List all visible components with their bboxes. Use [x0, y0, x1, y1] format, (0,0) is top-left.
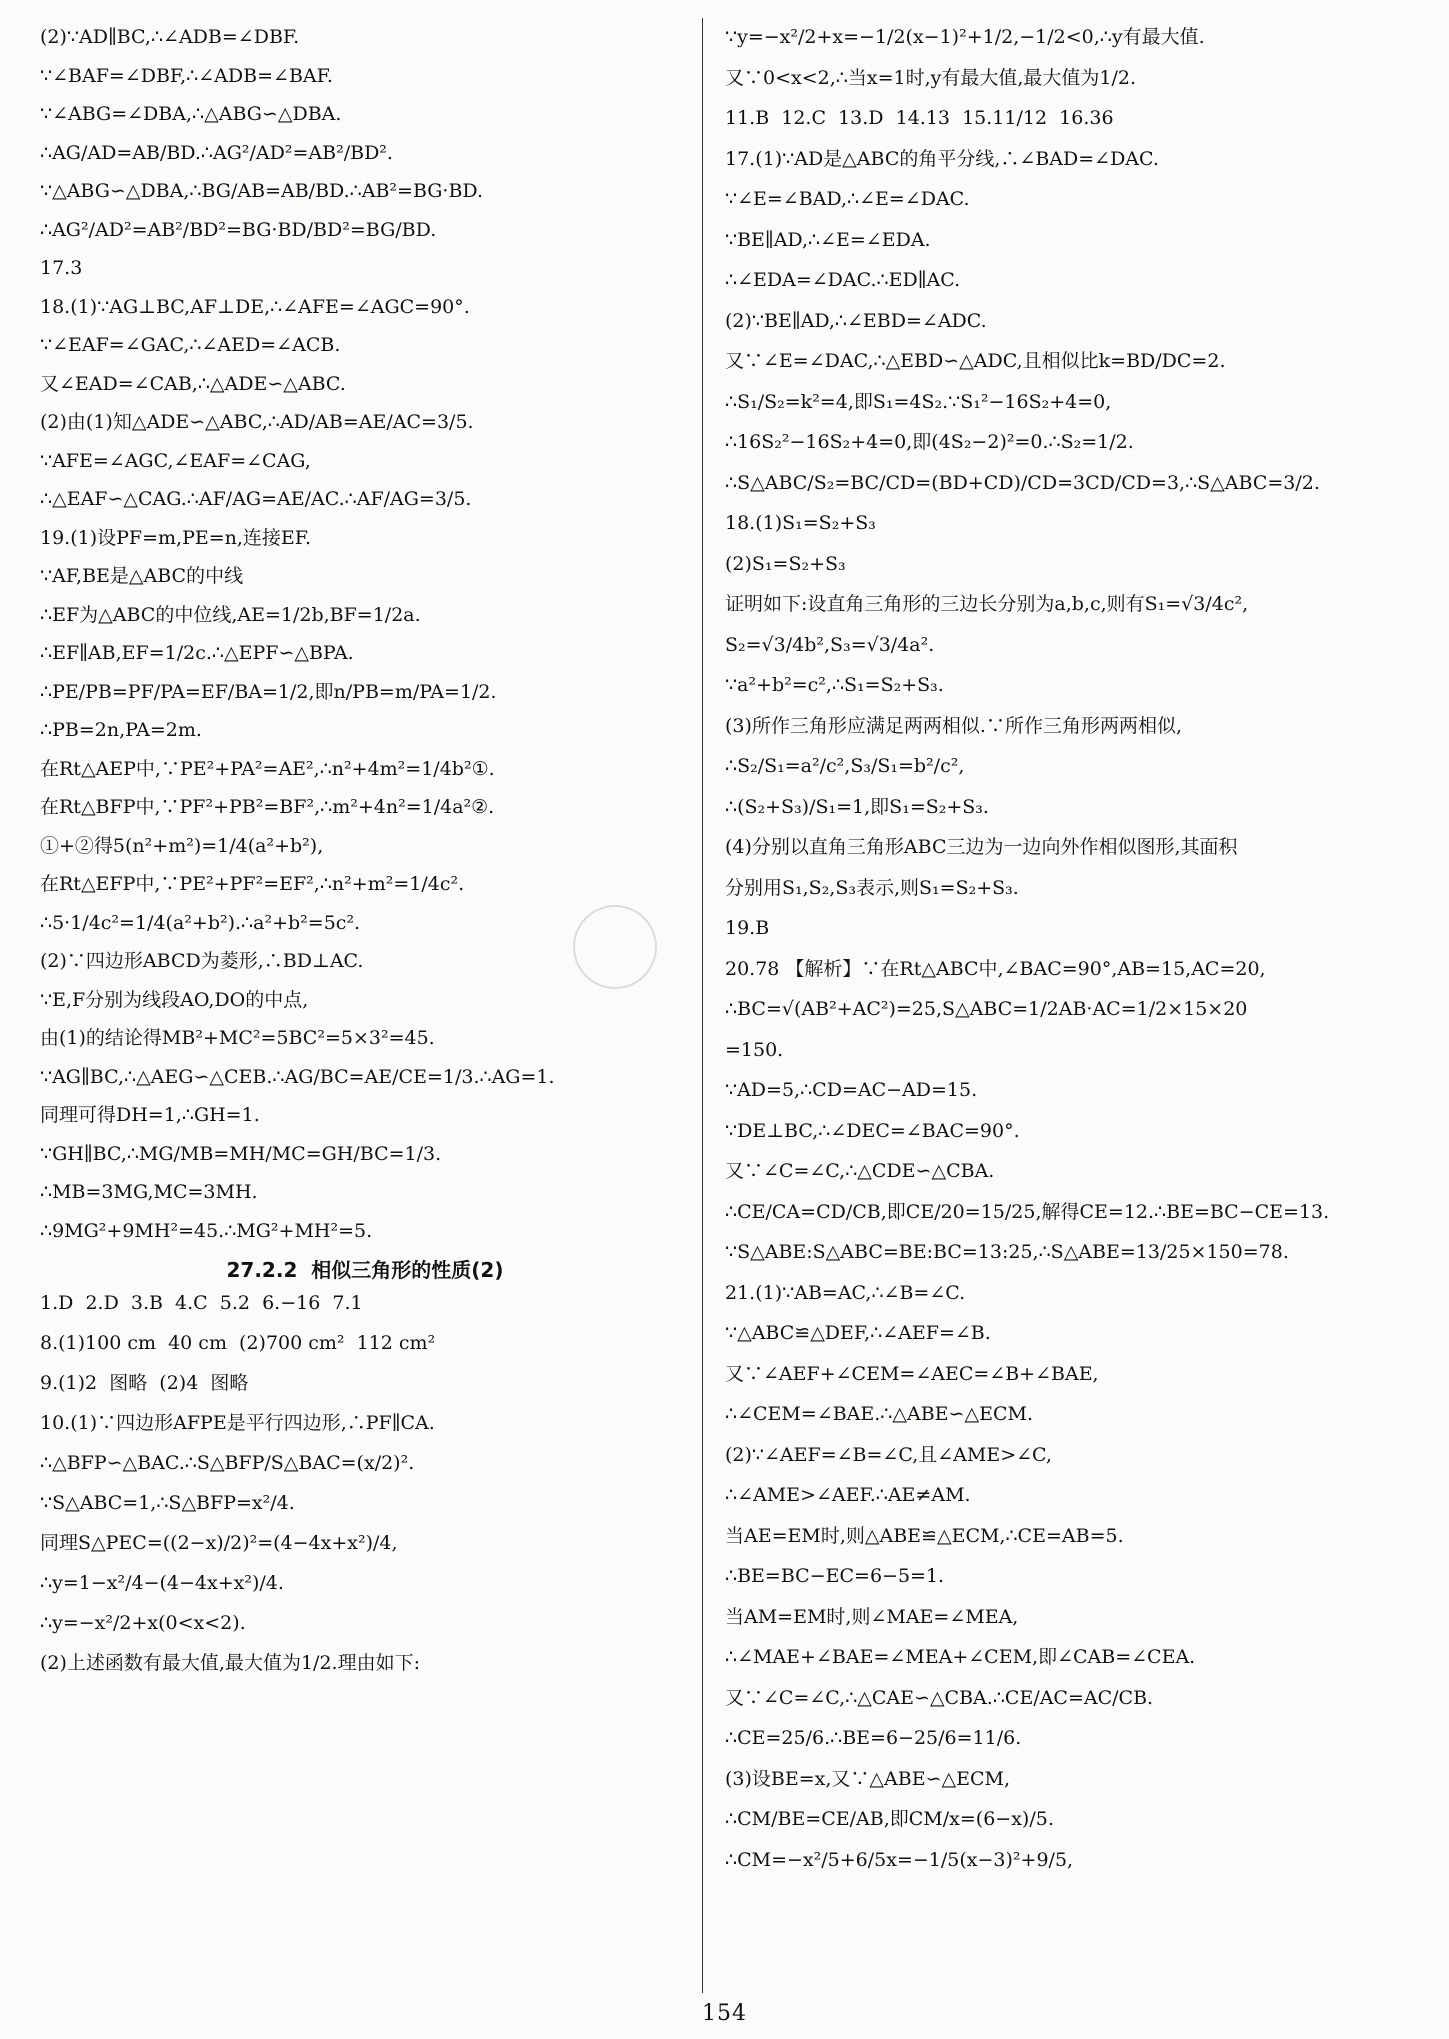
text-line: 9.(1)2 图略 (2)4 图略	[40, 1372, 249, 1394]
text-line: ∵AF,BE是△ABC的中线	[40, 565, 244, 587]
text-line: 11.B 12.C 13.D 14.13 15.11/12 16.36	[725, 107, 1114, 129]
text-line: ∴△EAF∽△CAG.∴AF/AG=AE/AC.∴AF/AG=3/5.	[40, 488, 472, 510]
text-line: 在Rt△AEP中,∵PE²+PA²=AE²,∴n²+4m²=1/4b²①.	[40, 757, 495, 780]
text-line: 8.(1)100 cm 40 cm (2)700 cm² 112 cm²	[40, 1332, 436, 1354]
text-line: ∵AFE=∠AGC,∠EAF=∠CAG,	[40, 449, 311, 472]
text-line: ∵∠BAF=∠DBF,∴∠ADB=∠BAF.	[40, 64, 333, 87]
text-line: ∴5·1/4c²=1/4(a²+b²).∴a²+b²=5c².	[40, 911, 361, 934]
text-line: ∴16S₂²−16S₂+4=0,即(4S₂−2)²=0.∴S₂=1/2.	[725, 431, 1134, 453]
text-line: 同理可得DH=1,∴GH=1.	[40, 1104, 260, 1126]
text-line: ∴MB=3MG,MC=3MH.	[40, 1181, 258, 1203]
text-line: 分别用S₁,S₂,S₃表示,则S₁=S₂+S₃.	[725, 876, 1019, 899]
text-line: ∴S₂/S₁=a²/c²,S₃/S₁=b²/c²,	[725, 755, 965, 777]
text-line: 17.3	[40, 257, 83, 279]
text-line: 1.D 2.D 3.B 4.C 5.2 6.−16 7.1	[40, 1292, 363, 1314]
text-line: ∴PE/PB=PF/PA=EF/BA=1/2,即n/PB=m/PA=1/2.	[40, 680, 497, 703]
text-line: ∵△ABG∽△DBA,∴BG/AB=AB/BD.∴AB²=BG·BD.	[40, 180, 484, 202]
text-line: ∴∠MAE+∠BAE=∠MEA+∠CEM,即∠CAB=∠CEA.	[725, 1646, 1196, 1668]
text-line: ∴PB=2n,PA=2m.	[40, 719, 202, 741]
text-line: ∵y=−x²/2+x=−1/2(x−1)²+1/2,−1/2<0,∴y有最大值.	[725, 26, 1205, 48]
text-line: ∴AG²/AD²=AB²/BD²=BG·BD/BD²=BG/BD.	[40, 218, 437, 241]
text-line: (3)设BE=x,又∵△ABE∽△ECM,	[725, 1767, 1011, 1790]
text-line: 又∵∠C=∠C,∴△CAE∽△CBA.∴CE/AC=AC/CB.	[725, 1686, 1154, 1709]
text-line: ∵BE∥AD,∴∠E=∠EDA.	[725, 228, 931, 251]
text-line: ∴BC=√(AB²+AC²)=25,S△ABC=1/2AB·AC=1/2×15×20	[725, 998, 1248, 1020]
text-line: 21.(1)∵AB=AC,∴∠B=∠C.	[725, 1281, 966, 1304]
text-line: ∴CM=−x²/5+6/5x=−1/5(x−3)²+9/5,	[725, 1848, 1074, 1871]
text-line: (2)S₁=S₂+S₃	[725, 552, 846, 575]
text-line: ∵△ABC≌△DEF,∴∠AEF=∠B.	[725, 1322, 991, 1344]
text-line: ∵∠E=∠BAD,∴∠E=∠DAC.	[725, 188, 970, 210]
text-line: 又∵0<x<2,∴当x=1时,y有最大值,最大值为1/2.	[725, 66, 1137, 89]
text-line: 在Rt△BFP中,∵PF²+PB²=BF²,∴m²+4n²=1/4a²②.	[40, 796, 495, 818]
text-line: ∵GH∥BC,∴MG/MB=MH/MC=GH/BC=1/3.	[40, 1142, 442, 1165]
text-line: (2)上述函数有最大值,最大值为1/2.理由如下:	[40, 1652, 420, 1674]
left-column	[40, 26, 690, 1692]
text-line: 10.(1)∵四边形AFPE是平行四边形,∴PF∥CA.	[40, 1412, 435, 1434]
text-line: ∴∠CEM=∠BAE.∴△ABE∽△ECM.	[725, 1403, 1033, 1425]
text-line: (2)∵AD∥BC,∴∠ADB=∠DBF.	[40, 26, 300, 48]
text-line: =150.	[725, 1038, 784, 1061]
right-column	[725, 26, 1415, 1889]
text-line: (2)由(1)知△ADE∽△ABC,∴AD/AB=AE/AC=3/5.	[40, 411, 474, 433]
text-line: ∵E,F分别为线段AO,DO的中点,	[40, 988, 309, 1011]
text-line: ∴CE=25/6.∴BE=6−25/6=11/6.	[725, 1727, 1022, 1749]
text-line: ∴EF为△ABC的中位线,AE=1/2b,BF=1/2a.	[40, 603, 421, 626]
text-line: 17.(1)∵AD是△ABC的角平分线,∴∠BAD=∠DAC.	[725, 147, 1159, 170]
text-line: ∴9MG²+9MH²=45.∴MG²+MH²=5.	[40, 1219, 373, 1242]
text-line: 又∵∠C=∠C,∴△CDE∽△CBA.	[725, 1160, 995, 1182]
text-line: (4)分别以直角三角形ABC三边为一边向外作相似图形,其面积	[725, 836, 1238, 858]
text-line: 当AE=EM时,则△ABE≌△ECM,∴CE=AB=5.	[725, 1524, 1124, 1547]
text-line: 同理S△PEC=((2−x)/2)²=(4−4x+x²)/4,	[40, 1532, 398, 1554]
text-line: 18.(1)S₁=S₂+S₃	[725, 512, 876, 534]
text-line: (2)∵BE∥AD,∴∠EBD=∠ADC.	[725, 309, 987, 332]
text-line: ∵S△ABE:S△ABC=BE:BC=13:25,∴S△ABE=13/25×150=78.	[725, 1241, 1289, 1263]
text-line: ∴CE/CA=CD/CB,即CE/20=15/25,解得CE=12.∴BE=BC−CE=13.	[725, 1200, 1330, 1223]
text-line: 20.78 【解析】∵在Rt△ABC中,∠BAC=90°,AB=15,AC=20,	[725, 957, 1266, 980]
text-line: ∴y=−x²/2+x(0<x<2).	[40, 1612, 246, 1634]
text-line: ∵AG∥BC,∴△AEG∽△CEB.∴AG/BC=AE/CE=1/3.∴AG=1.	[40, 1065, 555, 1088]
text-line: 证明如下:设直角三角形的三边长分别为a,b,c,则有S₁=√3/4c²,	[725, 593, 1249, 615]
text-line: ∵AD=5,∴CD=AC−AD=15.	[725, 1079, 978, 1101]
text-line: ∴CM/BE=CE/AB,即CM/x=(6−x)/5.	[725, 1808, 1054, 1830]
text-line: 由(1)的结论得MB²+MC²=5BC²=5×3²=45.	[40, 1027, 435, 1049]
text-line: (2)∵∠AEF=∠B=∠C,且∠AME>∠C,	[725, 1443, 1052, 1466]
text-line: ∵∠ABG=∠DBA,∴△ABG∽△DBA.	[40, 103, 342, 125]
text-line: ∵a²+b²=c²,∴S₁=S₂+S₃.	[725, 674, 944, 696]
text-line: ①+②得5(n²+m²)=1/4(a²+b²),	[40, 834, 324, 857]
text-line: ∴∠EDA=∠DAC.∴ED∥AC.	[725, 269, 961, 291]
text-line: 又∠EAD=∠CAB,∴△ADE∽△ABC.	[40, 372, 346, 395]
text-line: ∵S△ABC=1,∴S△BFP=x²/4.	[40, 1492, 295, 1514]
text-line: ∴BE=BC−EC=6−5=1.	[725, 1565, 945, 1587]
text-line: ∴∠AME>∠AEF.∴AE≠AM.	[725, 1484, 971, 1506]
text-line: ∴△BFP∽△BAC.∴S△BFP/S△BAC=(x/2)².	[40, 1452, 415, 1474]
text-line: ∴AG/AD=AB/BD.∴AG²/AD²=AB²/BD².	[40, 141, 393, 164]
text-line: 又∵∠E=∠DAC,∴△EBD∽△ADC,且相似比k=BD/DC=2.	[725, 350, 1226, 372]
text-line: ∴y=1−x²/4−(4−4x+x²)/4.	[40, 1572, 284, 1594]
text-line: ∵DE⊥BC,∴∠DEC=∠BAC=90°.	[725, 1119, 1020, 1142]
column-divider	[702, 18, 703, 1993]
text-line: S₂=√3/4b²,S₃=√3/4a².	[725, 633, 935, 656]
text-line: ∵∠EAF=∠GAC,∴∠AED=∠ACB.	[40, 334, 341, 356]
stamp-watermark	[573, 905, 657, 989]
text-line: ∴(S₂+S₃)/S₁=1,即S₁=S₂+S₃.	[725, 795, 989, 818]
text-line: 19.(1)设PF=m,PE=n,连接EF.	[40, 526, 312, 549]
text-line: (3)所作三角形应满足两两相似.∵所作三角形两两相似,	[725, 714, 1182, 737]
text-line: ∴EF∥AB,EF=1/2c.∴△EPF∽△BPA.	[40, 642, 354, 664]
text-line: 在Rt△EFP中,∵PE²+PF²=EF²,∴n²+m²=1/4c².	[40, 873, 465, 895]
text-line: ∴S₁/S₂=k²=4,即S₁=4S₂.∵S₁²−16S₂+4=0,	[725, 390, 1112, 413]
text-line: ∴S△ABC/S₂=BC/CD=(BD+CD)/CD=3CD/CD=3,∴S△ABC=3/2.	[725, 471, 1320, 494]
text-line: (2)∵四边形ABCD为菱形,∴BD⊥AC.	[40, 950, 364, 972]
page-number: 154	[702, 2001, 747, 2026]
section-title: 27.2.2 相似三角形的性质(2)	[226, 1258, 504, 1282]
text-line: 当AM=EM时,则∠MAE=∠MEA,	[725, 1605, 1019, 1628]
text-line: 又∵∠AEF+∠CEM=∠AEC=∠B+∠BAE,	[725, 1362, 1099, 1385]
text-line: 19.B	[725, 917, 770, 939]
text-line: 18.(1)∵AG⊥BC,AF⊥DE,∴∠AFE=∠AGC=90°.	[40, 295, 470, 318]
